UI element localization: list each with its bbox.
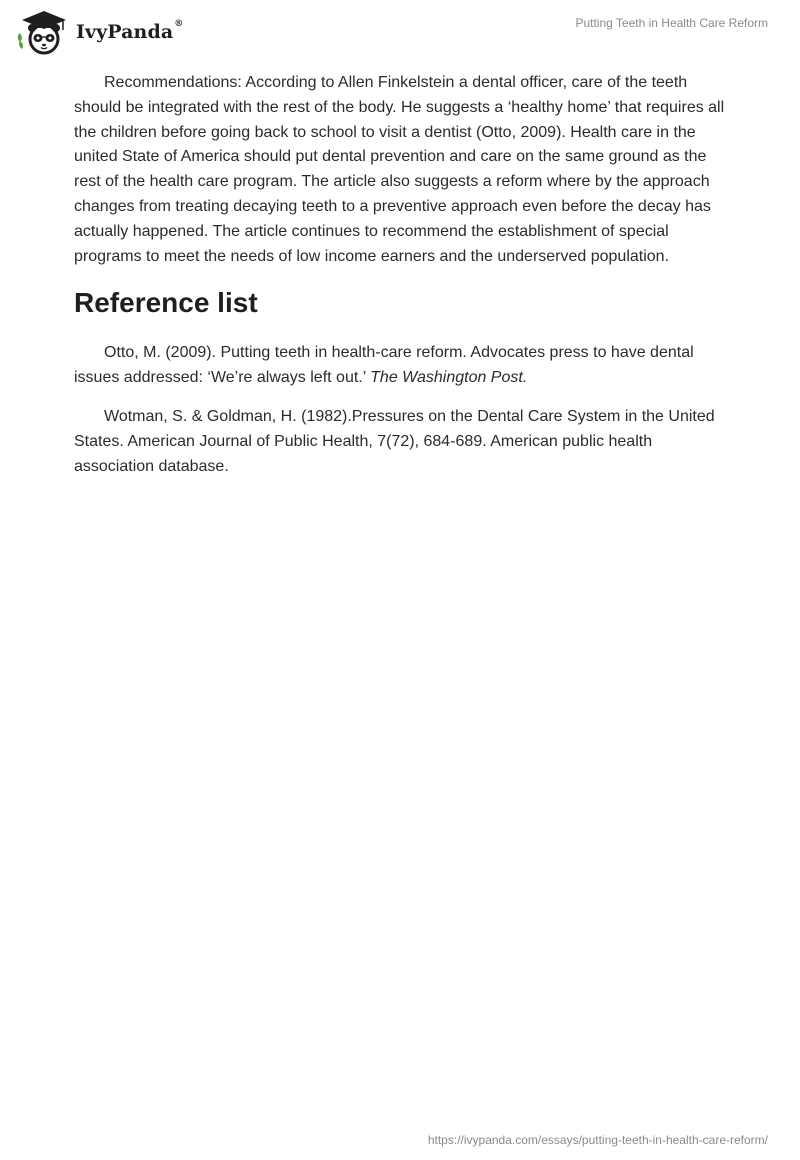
brand-name: IvyPanda® <box>76 19 184 43</box>
registered-mark: ® <box>174 19 184 29</box>
reference-source-title: The Washington Post. <box>370 369 528 387</box>
source-url[interactable]: https://ivypanda.com/essays/putting-teeth-in-health-care-reform/ <box>427 1133 768 1147</box>
ivypanda-logo[interactable] <box>16 8 183 56</box>
panda-graduation-cap-icon <box>16 8 72 56</box>
page-header <box>0 0 800 60</box>
running-title: Putting Teeth in Health Care Reform <box>575 16 768 30</box>
reference-entry <box>74 341 726 391</box>
reference-entry <box>74 405 726 479</box>
reference-text: Otto, M. (2009). Putting teeth in health-care reform. Advocates press to have dental issues addressed: ‘We’re always left out.’ <box>74 344 694 387</box>
recommendations-paragraph: Recommendations: According to Allen Finkelstein a dental officer, care of the teeth should be integrated with the rest of the body. He suggests a ‘healthy home’ that requires all the children before going back to school to visit a dentist (Otto, 2009). Health care in the united State of America should put dental prevention and care on the same ground as the rest of the health care program. The article also suggests a reform where by the approach changes from treating decaying teeth to a preventive approach even before the decay has actually happened. The article continues to recommend the establishment of special programs to meet the needs of low income earners and the underserved population. <box>74 74 725 265</box>
reference-text: Wotman, S. & Goldman, H. (1982).Pressures on the Dental Care System in the United States. American Journal of Public Health, 7(72), 684-689. American public health association database. <box>74 407 715 475</box>
document-body <box>74 71 726 493</box>
reference-list-heading: Reference list <box>74 287 258 319</box>
